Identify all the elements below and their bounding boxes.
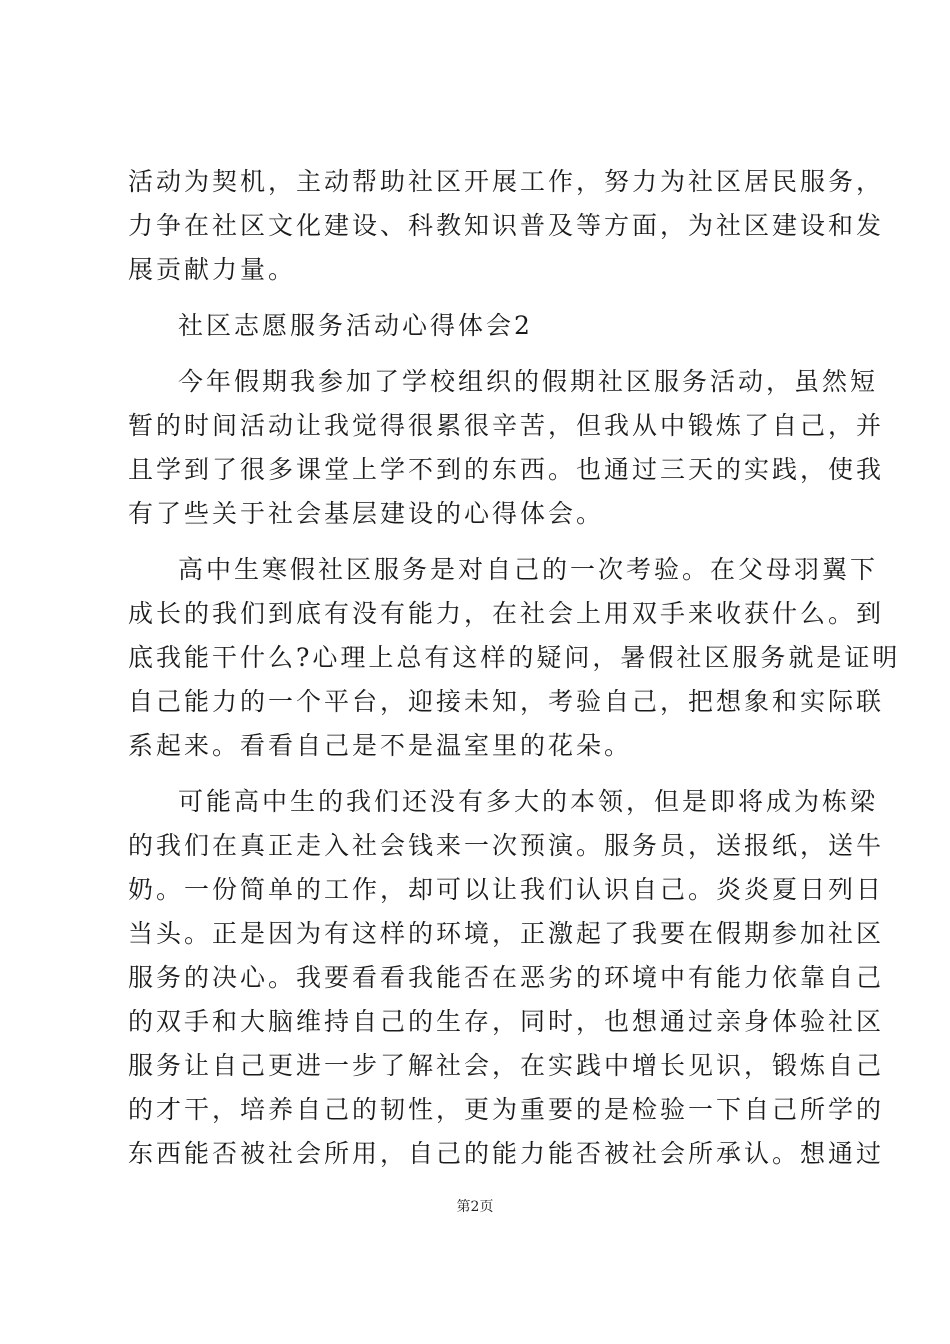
text-line: 成长的我们到底有没有能力，在社会上用双手来收获什么。到 (128, 599, 885, 628)
text-line: 服务让自己更进一步了解社会，在实践中增长见识，锻炼自己 (128, 1051, 885, 1080)
text-line: 的才干，培养自己的韧性，更为重要的是检验一下自己所学的 (128, 1095, 885, 1124)
text-line: 的双手和大脑维持自己的生存，同时，也想通过亲身体验社区 (128, 1007, 885, 1036)
text-line: 有了些关于社会基层建设的心得体会。 (128, 499, 605, 528)
text-line: 今年假期我参加了学校组织的假期社区服务活动，虽然短 (178, 367, 879, 396)
text-line: 服务的决心。我要看看我能否在恶劣的环境中有能力依靠自己 (128, 963, 885, 992)
text-line: 展贡献力量。 (128, 255, 297, 284)
text-line: 系起来。看看自己是不是温室里的花朵。 (128, 731, 633, 760)
text-line: 底我能干什么?心理上总有这样的疑问，暑假社区服务就是证明 (128, 643, 901, 672)
text-line: 力争在社区文化建设、科教知识普及等方面，为社区建设和发 (128, 211, 885, 240)
text-line: 可能高中生的我们还没有多大的本领，但是即将成为栋梁 (178, 787, 879, 816)
text-line: 且学到了很多课堂上学不到的东西。也通过三天的实践，使我 (128, 455, 885, 484)
section-heading: 社区志愿服务活动心得体会2 (178, 311, 533, 340)
text-line: 活动为契机，主动帮助社区开展工作，努力为社区居民服务， (128, 167, 885, 196)
text-line: 暂的时间活动让我觉得很累很辛苦，但我从中锻炼了自己，并 (128, 411, 885, 440)
text-line: 当头。正是因为有这样的环境，正激起了我要在假期参加社区 (128, 919, 885, 948)
text-line: 高中生寒假社区服务是对自己的一次考验。在父母羽翼下 (178, 555, 879, 584)
document-body (128, 160, 901, 1176)
text-line: 自己能力的一个平台，迎接未知，考验自己，把想象和实际联 (128, 687, 885, 716)
text-line: 奶。一份简单的工作，却可以让我们认识自己。炎炎夏日列日 (128, 875, 885, 904)
page-number: 第2页 (456, 1199, 494, 1215)
text-line: 的我们在真正走入社会钱来一次预演。服务员，送报纸，送牛 (128, 831, 885, 860)
text-line: 东西能否被社会所用，自己的能力能否被社会所承认。想通过 (128, 1139, 885, 1168)
